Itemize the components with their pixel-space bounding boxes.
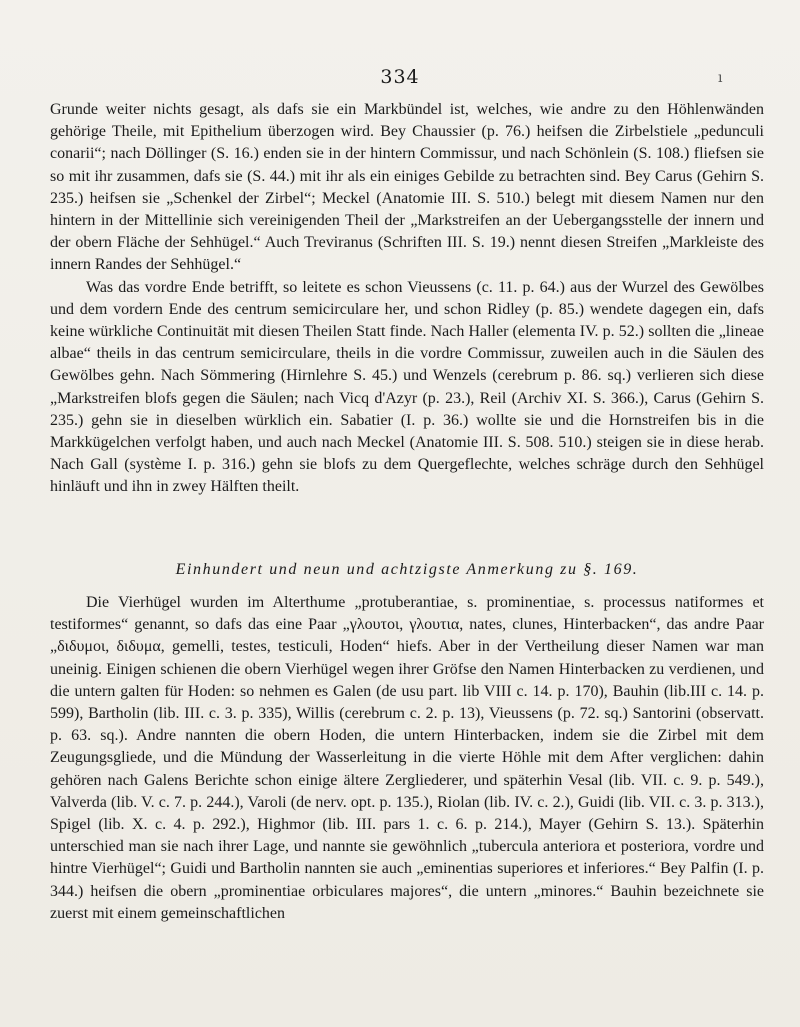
page-number: 334 — [380, 66, 420, 88]
annotation-heading: Einhundert und neun und achtzigste Anmerkung zu §. 169. — [175, 561, 639, 578]
paragraph-3: Die Vierhügel wurden im Alterthume „protuberantiae, s. prominentiae, s. processus natiformes et testiformes“ genannt, so dafs das eine Paar „γλουτοι, γλουτια, nates, clunes, Hinterbacken“, das andre Paar „διδυμοι, διδυμα, gemelli, testes, testiculi, Hoden“ hiefs. Aber in der Vertheilung dieser Namen war man uneinig. Einigen schienen die obern Vierhügel wegen ihrer Gröfse den Namen Hinterbacken zu verdienen, und die untern galten für Hoden: so nehmen es Galen (de usu part. lib VIII c. 14. p. 170), Bauhin (lib.III c. 14. p. 599), Bartholin (lib. III. c. 3. p. 335), Willis (cerebrum c. 2. p. 13), Vieussens (p. 72. sq.) Santorini (observatt. p. 63. sq.). Andre nannten die obern Hoden, die untern Hinterbacken, indem sie die Zirbel mit dem Zeugungsgliede, und die Mündung der Wasserleitung in die vierte Höhle mit dem After verglichen: dahin gehören nach Galens Berichte schon einige ältere Zergliederer, und späterhin Vesal (lib. VII. c. 9. p. 549.), Valverda (lib. V. c. 7. p. 244.), Varoli (de nerv. opt. p. 135.), Riolan (lib. IV. c. 2.), Guidi (lib. VII. c. 3. p. 313.), Spigel (lib. X. c. 4. p. 292.), Highmor (lib. III. pars 1. c. 6. p. 214.), Mayer (Gehirn S. 13.). Späterhin unterschied man sie nach ihrer Lage, und nannte sie gewöhnlich „tubercula anteriora et posteriora, vordre und hintre Vierhügel“; Guidi und Bartholin nannten sie auch „eminentias superiores et inferiores.“ Bey Palfin (I. p. 344.) heifsen die obern „prominentiae orbiculares majores“, die untern „minores.“ Bauhin bezeichnete sie zuerst mit einem gemeinschaftlichen — [50, 594, 764, 922]
text-block-lower — [50, 592, 764, 925]
paragraph-1: Grunde weiter nichts gesagt, als dafs sie ein Markbündel ist, welches, wie andre zu den Höhlenwänden gehörige Theile, mit Epithelium überzogen wird. Bey Chaussier (p. 76.) heifsen die Zirbelstiele „pedunculi conarii“; nach Döllinger (S. 16.) enden sie in der hintern Commissur, und nach Schönlein (S. 108.) fliefsen sie so mit ihr zusammen, dafs sie (S. 44.) mit ihr als ein einiges Gebilde zu betrachten sind. Bey Carus (Gehirn S. 235.) heifsen sie „Schenkel der Zirbel“; Meckel (Anatomie III. S. 510.) belegt mit diesem Namen nur den hintern in der Mittellinie sich vereinigenden Theil der „Markstreifen an der Uebergangsstelle der innern und der obern Fläche der Sehhügel.“ Auch Treviranus (Schriften III. S. 19.) nennt diesen Streifen „Markleiste des innern Randes der Sehhügel.“ — [50, 101, 764, 274]
paragraph-2: Was das vordre Ende betrifft, so leitete es schon Vieussens (c. 11. p. 64.) aus der Wurzel des Gewölbes und dem vordern Ende des centrum semicirculare her, und schon Ridley (p. 85.) wendete dagegen ein, dafs keine würkliche Continuität mit diesen Theilen Statt finde. Nach Haller (elementa IV. p. 52.) sollten die „lineae albae“ theils in das centrum semicirculare, theils in die vordre Commissur, zuweilen auch in die Säulen des Gewölbes gehn. Nach Sömmering (Hirnlehre S. 45.) und Wenzels (cerebrum p. 86. sq.) verlieren sich diese „Markstreifen blofs gegen die Säulen; nach Vicq d'Azyr (p. 23.), Reil (Archiv XI. S. 366.), Carus (Gehirn S. 235.) gehn sie in dieselben würklich ein. Sabatier (I. p. 36.) wollte sie und die Hornstreifen bis in die Markkügelchen verfolgt haben, und auch nach Meckel (Anatomie III. S. 508. 510.) steigen sie in diese herab. Nach Gall (système I. p. 316.) gehn sie blofs zu dem Quergeflechte, welches schräge durch den Sehhügel hinläuft und ihn in zwey Hälften theilt. — [50, 278, 764, 496]
corner-mark: ı — [718, 70, 723, 86]
text-block-upper — [50, 99, 764, 499]
